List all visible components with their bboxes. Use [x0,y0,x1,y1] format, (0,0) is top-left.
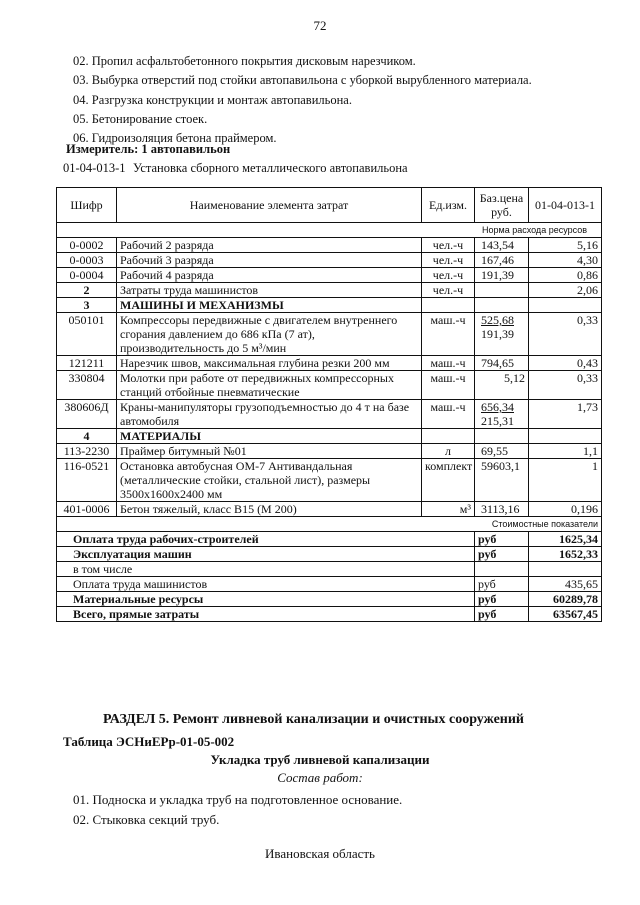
total-row [57,562,602,577]
row-norm: 1 [529,459,602,502]
section-row [57,298,602,313]
total-row [57,577,602,592]
price-main: 656,34 [481,400,514,414]
subsection-title: Укладка труб ливневой капализации [210,752,430,767]
total-row [57,532,602,547]
norm-title: Установка сборного металлического автопавильона [133,161,408,175]
price-main: 525,68 [481,313,514,327]
row-name: Рабочий 3 разряда [117,253,422,268]
total-label: Материальные ресурсы [57,592,475,607]
total-value: 435,65 [529,577,602,592]
table-row [57,253,602,268]
row-name: Бетон тяжелый, класс В15 (М 200) [117,502,422,517]
row-unit: чел.-ч [422,268,475,283]
total-value: 1625,34 [529,532,602,547]
total-unit [475,562,529,577]
table-row [57,238,602,253]
table-header-row [57,188,602,223]
row-price: 59603,1 [475,459,529,502]
row-unit: чел.-ч [422,283,475,298]
section-code: 3 [57,298,117,313]
row-code: 2 [57,283,117,298]
row-price: 167,46 [475,253,529,268]
row-code: 0-0002 [57,238,117,253]
row-code: 116-0521 [57,459,117,502]
table-row [57,356,602,371]
row-unit: маш.-ч [422,356,475,371]
works-list [73,52,613,148]
row-norm: 5,16 [529,238,602,253]
section-row [57,429,602,444]
work-item: 03. Выбурка отверстий под стойки автопавильона с уборкой вырубленного материала. [73,73,532,88]
total-unit: руб [475,607,529,622]
row-name: Нарезчик швов, максимальная глубина резки 200 мм [117,356,422,371]
total-value: 63567,45 [529,607,602,622]
row-name: Остановка автобусная ОМ-7 Антивандальная (металлические стойки, стальной лист), размеры 3500х1600х2400 мм [117,459,422,502]
row-price: 191,39 [475,268,529,283]
total-label: Оплата труда машинистов [57,577,475,592]
row-price [475,400,529,429]
row-unit: комплект [422,459,475,502]
page-number: 72 [313,18,327,33]
total-label: в том числе [57,562,475,577]
code-title [63,161,408,176]
total-value: 1652,33 [529,547,602,562]
work-item: 02. Пропил асфальтобетонного покрытия дисковым нарезчиком. [73,54,416,68]
table-row [57,371,602,400]
row-norm: 0,196 [529,502,602,517]
row-name: Затраты труда машинистов [117,283,422,298]
composition-heading: Состав работ: [277,770,363,785]
norm-code: 01-04-013-1 [63,161,126,175]
region-footer: Ивановская область [265,846,375,861]
row-norm: 0,33 [529,371,602,400]
total-unit: руб [475,547,529,562]
row-name: Краны-манипуляторы грузоподъемностью до 4 т на базе автомобиля [117,400,422,429]
row-price [475,283,529,298]
resource-table [56,187,602,622]
table-id: Таблица ЭСНиЕРр-01-05-002 [63,734,235,749]
row-code: 050101 [57,313,117,356]
table-row [57,502,602,517]
row-unit: маш.-ч [422,400,475,429]
price-labor: 191,39 [481,327,514,341]
row-name: Молотки при работе от передвижных компрессорных станций отбойные пневматические [117,371,422,400]
section-title: РАЗДЕЛ 5. Ремонт ливневой канализации и очистных сооружений [103,712,524,727]
row-code: 0-0004 [57,268,117,283]
table-row [57,459,602,502]
table-row [57,283,602,298]
total-unit: руб [475,592,529,607]
row-unit: чел.-ч [422,253,475,268]
row-code: 113-2230 [57,444,117,459]
section-name: МАТЕРИАЛЫ [117,429,422,444]
row-price: 794,65 [475,356,529,371]
table-row [57,444,602,459]
row-unit: маш.-ч [422,371,475,400]
row-norm: 0,43 [529,356,602,371]
row-code: 401-0006 [57,502,117,517]
price-labor: 215,31 [481,414,514,428]
row-name: Праймер битумный №01 [117,444,422,459]
meter-label: Измеритель: 1 автопавильон [66,142,231,156]
header-price: Баз.цена руб. [475,188,529,223]
row-name: Рабочий 4 разряда [117,268,422,283]
table-row [57,268,602,283]
work-item: 04. Разгрузка конструкции и монтаж автопавильона. [73,92,352,107]
header-norm: 01-04-013-1 [529,188,602,223]
header-code: Шифр [57,188,117,223]
works-list-2 [73,790,402,830]
row-norm: 0,86 [529,268,602,283]
work-item: 01. Подноска и укладка труб на подготовленное основание. [73,792,403,807]
total-unit: руб [475,532,529,547]
work-item: 02. Стыковка секций труб. [73,812,220,827]
work-item: 05. Бетонирование стоек. [73,111,208,126]
section-name: МАШИНЫ И МЕХАНИЗМЫ [117,298,422,313]
row-norm: 1,73 [529,400,602,429]
row-name: Компрессоры передвижные с двигателем внутреннего сгорания давлением до 686 кПа (7 ат), производительность до 5 м³/мин [117,313,422,356]
row-price: 5,12 [475,371,529,400]
table-row [57,313,602,356]
total-value: 60289,78 [529,592,602,607]
row-price: 69,55 [475,444,529,459]
row-unit: маш.-ч [422,313,475,356]
row-price: 143,54 [475,238,529,253]
row-price [475,313,529,356]
total-label: Эксплуатация машин [57,547,475,562]
row-price: 3113,16 [475,502,529,517]
row-unit: л [422,444,475,459]
total-unit: руб [475,577,529,592]
row-norm: 0,33 [529,313,602,356]
total-row [57,592,602,607]
row-unit: м³ [422,502,475,517]
section-code: 4 [57,429,117,444]
table-row [57,400,602,429]
row-norm: 2,06 [529,283,602,298]
row-code: 0-0003 [57,253,117,268]
total-value [529,562,602,577]
row-name: Рабочий 2 разряда [117,238,422,253]
total-label: Оплата труда рабочих-строителей [57,532,475,547]
row-unit: чел.-ч [422,238,475,253]
row-norm: 1,1 [529,444,602,459]
header-unit: Ед.изм. [422,188,475,223]
total-row [57,607,602,622]
row-code: 121211 [57,356,117,371]
work-item: 06. Гидроизоляция бетона праймером. [73,131,277,146]
row-norm: 4,30 [529,253,602,268]
row-code: 380606Д [57,400,117,429]
cost-caption: Стоимостные показатели [529,517,602,532]
total-label: Всего, прямые затраты [57,607,475,622]
row-code: 330804 [57,371,117,400]
header-name: Наименование элемента затрат [117,188,422,223]
total-row [57,547,602,562]
norm-caption: Норма расхода ресурсов [57,223,602,238]
